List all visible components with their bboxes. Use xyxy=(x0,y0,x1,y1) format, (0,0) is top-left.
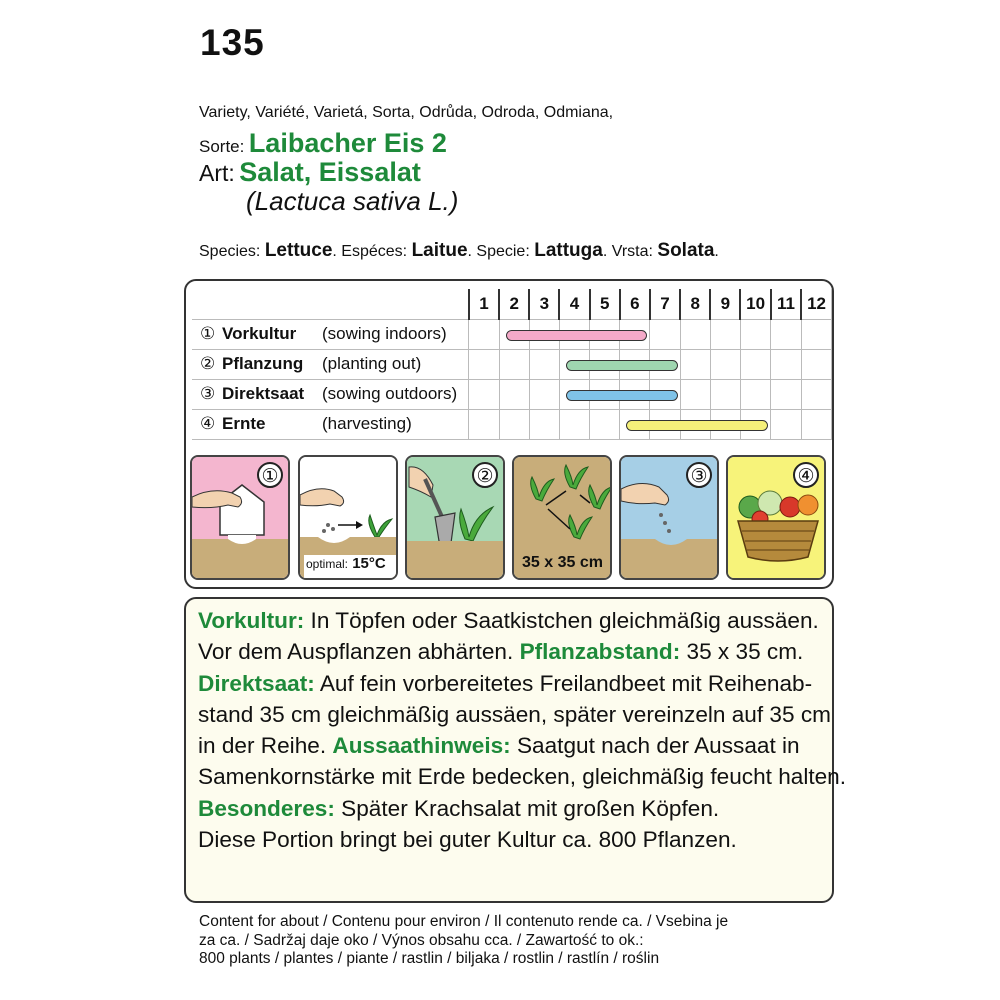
instruction-line: Vorkultur: In Töpfen oder Saatkistchen gleichmäßig aussäen. xyxy=(198,608,819,633)
calendar-bar-2 xyxy=(566,360,678,371)
instruction-line: Diese Portion bringt bei guter Kultur ca. 800 Pflanzen. xyxy=(198,827,737,853)
calendar-row-pflanzung xyxy=(192,349,832,379)
calendar-row-label: ② Pflanzung (planting out) xyxy=(192,349,469,379)
instruction-line: in der Reihe. Aussaathinweis: Saatgut nach der Aussaat in xyxy=(198,733,800,759)
art-label: Art: xyxy=(199,160,235,186)
month-10: 10 xyxy=(740,289,770,319)
species-translations: Species: Lettuce. Espéces: Laitue. Specie: Lattuga. Vrsta: Solata. xyxy=(199,240,719,261)
variety-languages: Variety, Variété, Varietá, Sorta, Odrůda, Odroda, Odmiana, xyxy=(199,104,614,121)
calendar-bar-3 xyxy=(566,390,678,401)
content-info xyxy=(199,913,839,969)
calendar-bar-4 xyxy=(626,420,768,431)
instruction-line: Samenkornstärke mit Erde bedecken, gleichmäßig feucht halten. xyxy=(198,764,847,790)
month-3: 3 xyxy=(529,289,559,319)
month-9: 9 xyxy=(710,289,740,319)
pictogram-number: ① xyxy=(257,462,283,488)
sorte-label: Sorte: xyxy=(199,137,245,156)
spacing-caption: 35 x 35 cm xyxy=(522,554,603,571)
calendar-row-direktsaat xyxy=(192,379,832,409)
calendar-header-row xyxy=(192,289,832,319)
calendar-header-blank xyxy=(192,289,469,319)
species-it: Lattuga xyxy=(534,240,603,261)
instruction-line: Besonderes: Später Krachsalat mit großen Köpfen. xyxy=(198,795,720,821)
pictogram-spacing xyxy=(512,455,612,580)
content-line: 800 plants / plantes / piante / rastlin / biljaka / rostlin / rastlín / roślin xyxy=(199,950,660,967)
pictogram-planting-out xyxy=(405,455,505,580)
month-2: 2 xyxy=(499,289,529,319)
calendar-table xyxy=(192,289,832,440)
species-sl: Solata xyxy=(657,240,715,261)
month-7: 7 xyxy=(650,289,680,319)
content-line: Content for about / Contenu pour environ / Il contenuto rende ca. / Vsebina je xyxy=(199,913,729,930)
content-line: za ca. / Sadržaj daje oko / Výnos obsahu cca. / Zawartość to ok.: xyxy=(199,931,644,949)
calendar-bar-1 xyxy=(506,330,648,341)
instruction-line: Direktsaat: Auf fein vorbereitetes Freilandbeet mit Reihenab- xyxy=(198,670,813,696)
pictogram-number: ③ xyxy=(686,462,712,488)
instruction-line: stand 35 cm gleichmäßig aussäen, später vereinzeln auf 35 cm xyxy=(198,701,831,727)
species-fr-label: Espéces: xyxy=(341,243,408,260)
month-11: 11 xyxy=(771,289,801,319)
species-row xyxy=(199,157,421,188)
variety-row xyxy=(199,128,447,159)
pictogram-sowing-indoors xyxy=(190,455,290,580)
variety-name: Laibacher Eis 2 xyxy=(248,128,447,158)
latin-name: (Lactuca sativa L.) xyxy=(246,186,459,216)
growing-instructions xyxy=(184,597,847,903)
instruction-line: Vor dem Auspflanzen abhärten. Pflanzabstand: 35 x 35 cm. xyxy=(198,639,804,665)
month-6: 6 xyxy=(620,289,650,319)
species-it-label: Specie: xyxy=(476,243,530,260)
month-5: 5 xyxy=(590,289,620,319)
pictogram-temperature xyxy=(298,455,398,580)
month-12: 12 xyxy=(801,289,831,319)
temperature-caption: optimal: 15°C xyxy=(306,555,386,572)
packet-number: 135 xyxy=(200,22,265,63)
pictogram-number: ④ xyxy=(793,462,819,488)
calendar-row-label: ④ Ernte (harvesting) xyxy=(192,409,469,439)
calendar-row-label: ① Vorkultur (sowing indoors) xyxy=(192,319,469,349)
pictogram-sowing-outdoors xyxy=(619,455,719,580)
species-en-label: Species: xyxy=(199,243,261,260)
pictogram-harvest xyxy=(726,455,826,580)
pictogram-number: ② xyxy=(472,462,498,488)
month-4: 4 xyxy=(559,289,589,319)
species-fr: Laitue xyxy=(411,240,468,261)
species-en: Lettuce xyxy=(264,240,333,261)
species-name: Salat, Eissalat xyxy=(239,157,421,187)
calendar-row-label: ③ Direktsaat (sowing outdoors) xyxy=(192,379,469,409)
month-8: 8 xyxy=(680,289,710,319)
month-1: 1 xyxy=(469,289,499,319)
species-sl-label: Vrsta: xyxy=(611,243,653,260)
